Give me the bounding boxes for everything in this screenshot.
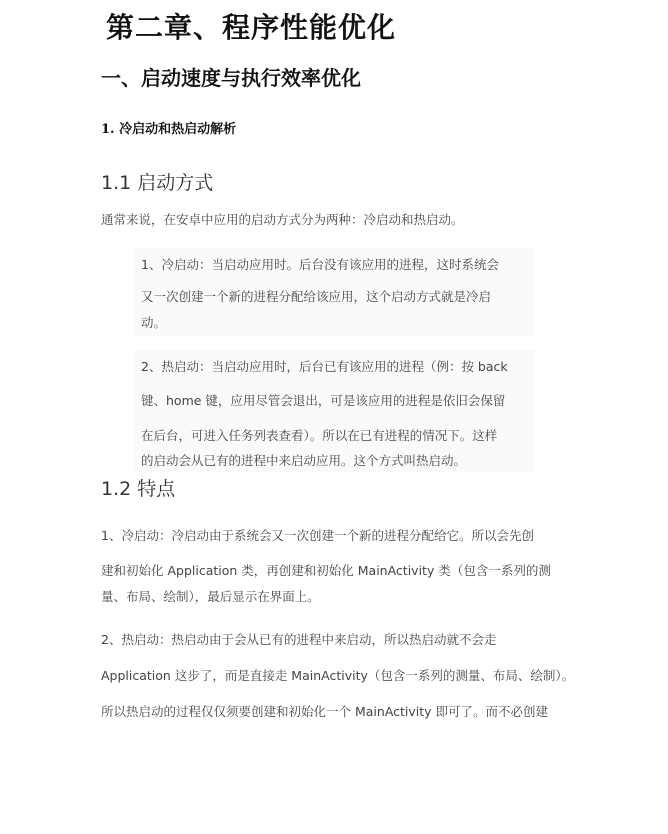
feature-hot-line: 2、热启动：热启动由于会从已有的进程中来启动，所以热启动就不会走 [101, 632, 497, 647]
hot-start-line: 的启动会从已有的进程中来启动应用。这个方式叫热启动。 [141, 453, 467, 468]
subsection-title: 1. 冷启动和热启动解析 [101, 122, 237, 137]
cold-start-line: 动。 [141, 315, 167, 330]
feature-hot-line: 所以热启动的过程仅仅须要创建和初始化一个 MainActivity 即可了。而不必创建 [101, 704, 549, 719]
intro-paragraph: 通常来说，在安卓中应用的启动方式分为两种：冷启动和热启动。 [101, 212, 464, 227]
hot-start-line: 键、home 键，应用尽管会退出，可是该应用的进程是依旧会保留 [141, 393, 506, 408]
heading-features: 1.2 特点 [101, 478, 176, 500]
hot-start-line: 在后台，可进入任务列表查看）。所以在已有进程的情况下。这样 [141, 428, 498, 443]
feature-hot-line: Application 这步了，而是直接走 MainActivity（包含一系列的测量、布局、绘制）。 [101, 668, 575, 683]
feature-cold-line: 1、冷启动：冷启动由于系统会又一次创建一个新的进程分配给它。所以会先创 [101, 528, 534, 543]
feature-cold-line: 量、布局、绘制），最后显示在界面上。 [101, 589, 320, 604]
chapter-title: 第二章、程序性能优化 [106, 11, 397, 44]
hot-start-line: 2、热启动：当启动应用时，后台已有该应用的进程（例：按 back [141, 359, 508, 374]
section-title: 一、启动速度与执行效率优化 [101, 66, 361, 90]
heading-startup-modes: 1.1 启动方式 [101, 172, 214, 194]
cold-start-line: 1、冷启动：当启动应用时。后台没有该应用的进程，这时系统会 [141, 257, 499, 272]
feature-cold-line: 建和初始化 Application 类，再创建和初始化 MainActivity 类（包含一系列的测 [101, 563, 551, 578]
cold-start-line: 又一次创建一个新的进程分配给该应用，这个启动方式就是冷启 [141, 289, 492, 304]
